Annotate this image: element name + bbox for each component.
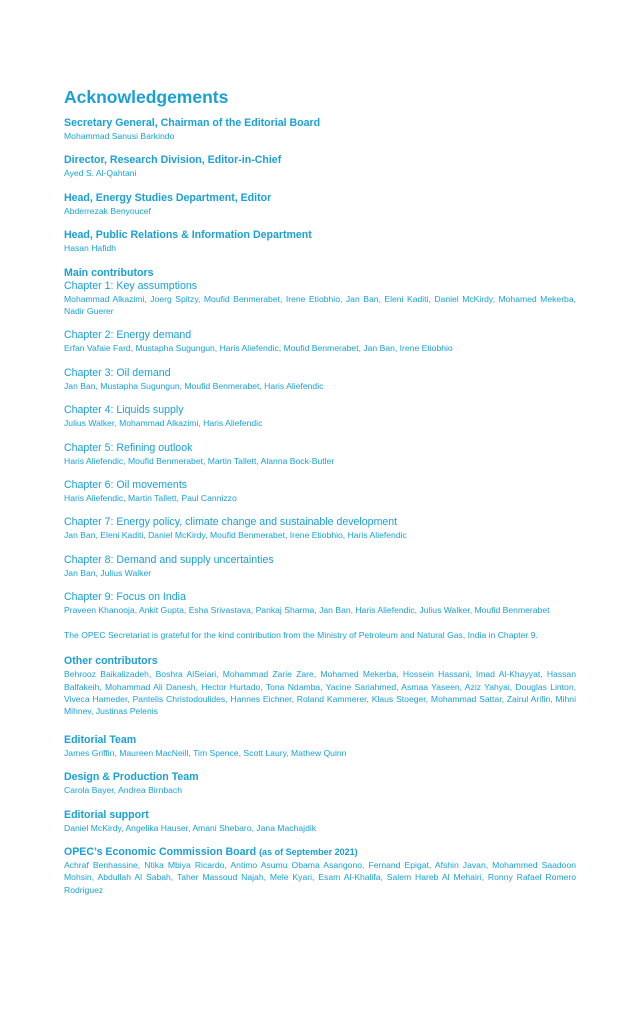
team-entry (64, 809, 576, 834)
chapter-names: Haris Aliefendic, Martin Tallett, Paul Cannizzo (64, 493, 237, 504)
chapter-title: Chapter 8: Demand and supply uncertainties (64, 553, 274, 566)
chapter-names: Jan Ban, Eleni Kaditi, Daniel McKirdy, Moufid Benmerabet, Irene Etiobhio, Haris Aliefendic (64, 530, 407, 541)
main-contributors-section (64, 267, 576, 641)
secretariat-note: The OPEC Secretariat is grateful for the kind contribution from the Ministry of Petroleum and Natural Gas, India in Chapter 9. (64, 629, 538, 640)
chapter-names: Jan Ban, Julius Walker (64, 567, 152, 578)
role-title: Head, Energy Studies Department, Editor (64, 191, 272, 204)
chapter-entry (64, 329, 576, 354)
chapter-title: Chapter 4: Liquids supply (64, 404, 184, 417)
main-contributors-heading: Main contributors (64, 266, 154, 279)
leadership-entry (64, 192, 576, 217)
chapter-title: Chapter 9: Focus on India (64, 591, 186, 604)
team-heading: Editorial support (64, 808, 149, 821)
board-heading-text: OPEC’s Economic Commission Board (64, 845, 257, 858)
chapter-names: Haris Aliefendic, Moufid Benmerabet, Martin Tallett, Alanna Bock-Butler (64, 455, 335, 466)
chapter-names: Julius Walker, Mohammad Alkazimi, Haris Aliefendic (64, 418, 263, 429)
board-heading-note: (as of September 2021) (259, 846, 358, 857)
role-title: Secretary General, Chairman of the Editorial Board (64, 117, 321, 129)
chapter-title: Chapter 2: Energy demand (64, 329, 192, 342)
team-entry (64, 734, 576, 759)
chapter-names: Mohammad Alkazimi, Joerg Spitzy, Moufid Benmerabet, Irene Etiobhio, Jan Ban, Eleni Kaditi, Daniel McKirdy, Mohamed Mekerba, Nadir Guerer (64, 293, 576, 317)
team-heading: Editorial Team (64, 733, 137, 746)
chapter-names: Praveen Khanooja, Ankit Gupta, Esha Srivastava, Pankaj Sharma, Jan Ban, Haris Aliefendic, Julius Walker, Moufid Benmerabet (64, 605, 550, 616)
chapter-entry (64, 554, 576, 579)
acknowledgements-content (64, 86, 576, 908)
team-names: Carola Bayer, Andrea Birnbach (64, 785, 182, 796)
board-heading (64, 846, 576, 859)
chapter-title: Chapter 6: Oil movements (64, 479, 188, 492)
team-names: James Griffin, Maureen MacNeill, Tim Spence, Scott Laury, Mathew Quinn (64, 747, 347, 758)
leadership-entry (64, 229, 576, 254)
chapter-entry (64, 442, 576, 467)
chapter-entry (64, 516, 576, 541)
team-heading: Design & Production Team (64, 771, 199, 784)
chapter-entry (64, 479, 576, 504)
chapter-entry (64, 404, 576, 429)
chapter-entry (64, 280, 576, 318)
role-names: Mohammad Sanusi Barkindo (64, 131, 175, 141)
chapter-entry (64, 591, 576, 616)
role-names: Ayed S. Al-Qahtani (64, 168, 137, 179)
chapter-title: Chapter 7: Energy policy, climate change and sustainable development (64, 516, 398, 529)
chapter-names: Erfan Vafaie Fard, Mustapha Sugungun, Haris Aliefendic, Moufid Benmerabet, Jan Ban, Irene Etiobhio (64, 343, 453, 354)
chapter-title: Chapter 3: Oil demand (64, 366, 171, 379)
leadership-entry (64, 117, 576, 142)
other-contributors-section (64, 655, 576, 718)
other-contributors-heading: Other contributors (64, 655, 158, 668)
board-section (64, 846, 576, 896)
team-entry (64, 771, 576, 796)
team-names: Daniel McKirdy, Angelika Hauser, Amani Shebaro, Jana Machajdik (64, 822, 317, 833)
page-title: Acknowledgements (64, 87, 229, 107)
chapter-title: Chapter 5: Refining outlook (64, 441, 193, 454)
role-title: Director, Research Division, Editor-in-Chief (64, 154, 282, 167)
role-names: Hasan Hafidh (64, 243, 117, 254)
other-contributors-names: Behrooz Baikalizadeh, Boshra AlSeiari, Mohammad Zarie Zare, Mohamed Mekerba, Hossein Hassani, Imad Al-Khayyat, Hassan Balfakeih, Mohammad Ali Danesh, Hector Hurtado, Tona Ndamba, Yacine Sariahmed, Asmaa Yaseen, Aziz Yahyai, Douglas Linton, Viveca Hameder, Pantelis Christodoulides, Hannes Eichner, Roland Kammerer, Klaus Stoeger, Mohammad Sattar, Zairul Arifin, Mihni Mihnev, Justinas Pelenis (64, 669, 576, 717)
role-title: Head, Public Relations & Information Department (64, 229, 312, 242)
chapter-entry (64, 367, 576, 392)
board-names: Achraf Benhassine, Ntika Mbiya Ricardo, Antimo Asumu Obama Asangono, Fernand Epigat, Afshin Javan, Mohammed Saadoon Mohsin, Abdullah Al Sabah, Taher Massoud Najah, Mele Kyari, Esam Al-Khalifa, Salem Hareb Al Mehairi, Ronny Rafael Romero Rodriguez (64, 859, 576, 895)
chapter-title: Chapter 1: Key assumptions (64, 279, 198, 292)
leadership-entry (64, 154, 576, 179)
role-names: Abderrezak Benyoucef (64, 205, 151, 216)
chapter-names: Jan Ban, Mustapha Sugungun, Moufid Benmerabet, Haris Aliefendic (64, 380, 324, 391)
